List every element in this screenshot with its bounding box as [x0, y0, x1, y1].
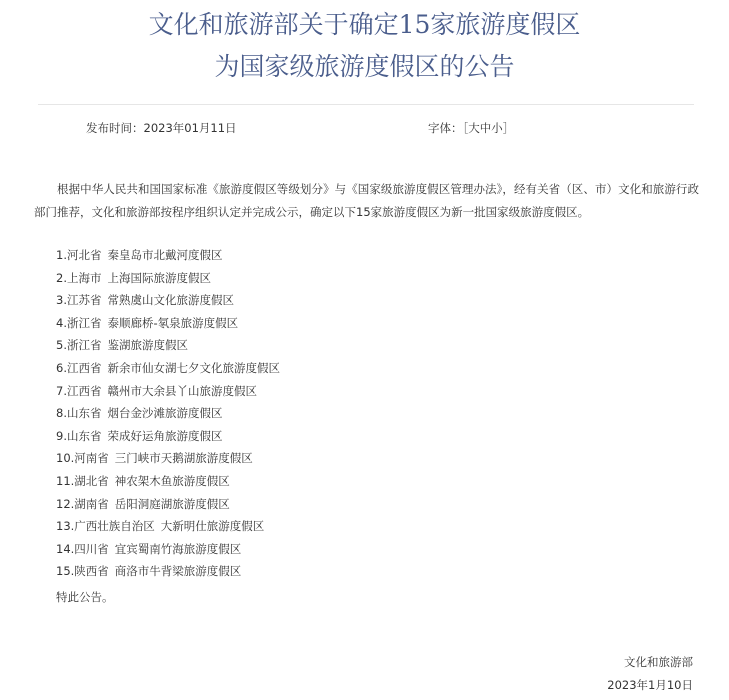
list-item-resort-name: 泰顺廊桥-氡泉旅游度假区 [107, 315, 239, 330]
list-item [56, 402, 280, 425]
publish-info [86, 120, 237, 136]
list-item-province: 四川省 [74, 541, 109, 556]
list-item-number: 6. [56, 360, 67, 375]
article-body [34, 178, 699, 223]
list-item [56, 538, 280, 561]
resort-list [56, 244, 280, 583]
font-size-large-link[interactable]: 大 [468, 121, 480, 135]
publish-label: 发布时间： [86, 121, 144, 135]
list-item-resort-name: 烟台金沙滩旅游度假区 [107, 406, 223, 421]
list-item-resort-name: 新余市仙女湖七夕文化旅游度假区 [107, 360, 280, 375]
list-item-number: 3. [56, 293, 67, 308]
page-title-line-1: 文化和旅游部关于确定15家旅游度假区 [148, 10, 581, 39]
list-item-number: 10. [56, 451, 75, 466]
list-item-province: 浙江省 [66, 315, 102, 330]
list-item-resort-name: 大新明仕旅游度假区 [160, 519, 265, 534]
list-item-number: 13. [56, 519, 75, 534]
list-item-province: 浙江省 [66, 338, 102, 353]
list-item [56, 425, 280, 448]
list-item-number: 9. [56, 428, 67, 443]
list-item-province: 江西省 [66, 383, 102, 398]
list-item-resort-name: 鉴湖旅游度假区 [107, 338, 188, 353]
list-item-resort-name: 宜宾蜀南竹海旅游度假区 [114, 541, 242, 556]
list-item-number: 4. [56, 315, 67, 330]
title-divider [38, 104, 694, 105]
list-item-province: 上海市 [66, 270, 102, 285]
list-item-province: 河南省 [74, 451, 109, 466]
page-title-line-2: 为国家级旅游度假区的公告 [214, 52, 515, 81]
list-item-number: 2. [56, 270, 67, 285]
list-item [56, 493, 280, 516]
list-item-number: 14. [56, 541, 75, 556]
list-item-number: 5. [56, 338, 67, 353]
list-item-province: 陕西省 [74, 564, 109, 579]
list-item-province: 江西省 [66, 360, 102, 375]
list-item [56, 470, 280, 493]
list-item-province: 广西壮族自治区 [74, 519, 155, 534]
list-item [56, 334, 280, 357]
list-item-resort-name: 荣成好运角旅游度假区 [107, 428, 223, 443]
list-item-resort-name: 神农架木鱼旅游度假区 [114, 473, 230, 488]
font-size-controls [428, 120, 514, 136]
list-item-resort-name: 上海国际旅游度假区 [107, 270, 211, 285]
list-item-number: 1. [56, 248, 67, 262]
list-item-number: 8. [56, 406, 67, 421]
list-item-resort-name: 秦皇岛市北戴河度假区 [107, 248, 223, 262]
list-item-province: 山东省 [66, 406, 102, 421]
font-size-small-link[interactable]: 小 [491, 121, 503, 135]
font-bracket-close: ］ [502, 121, 515, 135]
signature-org: 文化和旅游部 [624, 655, 693, 669]
list-item [56, 267, 280, 290]
list-item-resort-name: 常熟虞山文化旅游度假区 [107, 293, 234, 308]
list-item-resort-name: 赣州市大余县丫山旅游度假区 [107, 383, 257, 398]
list-item-resort-name: 商洛市牛背梁旅游度假区 [114, 564, 242, 579]
list-item-province: 河北省 [66, 248, 102, 262]
list-item-number: 15. [56, 564, 75, 579]
list-item [56, 380, 280, 403]
list-item [56, 447, 280, 470]
publish-date: 2023年01月11日 [143, 121, 237, 135]
list-item [56, 244, 280, 267]
list-item-number: 11. [56, 473, 75, 488]
list-item [56, 357, 280, 380]
list-item [56, 560, 280, 583]
font-bracket-open: ［ [462, 121, 469, 135]
list-item-province: 湖北省 [74, 473, 109, 488]
list-item-number: 12. [56, 496, 75, 511]
list-item-province: 湖南省 [74, 496, 109, 511]
list-item-province: 江苏省 [66, 293, 102, 308]
font-label: 字体： [428, 121, 463, 135]
signature-date: 2023年1月10日 [607, 678, 693, 692]
closing-text: 特此公告。 [56, 590, 114, 604]
intro-paragraph: 根据中华人民共和国国家标准《旅游度假区等级划分》与《国家级旅游度假区管理办法》，经有关省（区、市）文化和旅游行政部门推荐，文化和旅游部按程序组织认定并完成公示，确定以下15家旅游度假区为新一批国家级旅游度假区。 [34, 182, 699, 219]
list-item-province: 山东省 [66, 428, 102, 443]
list-item-resort-name: 三门峡市天鹅湖旅游度假区 [114, 451, 253, 466]
list-item [56, 515, 280, 538]
font-size-medium-link[interactable]: 中 [479, 121, 492, 135]
list-item-number: 7. [56, 383, 67, 398]
list-item-resort-name: 岳阳洞庭湖旅游度假区 [114, 496, 230, 511]
list-item [56, 312, 280, 335]
list-item [56, 289, 280, 312]
